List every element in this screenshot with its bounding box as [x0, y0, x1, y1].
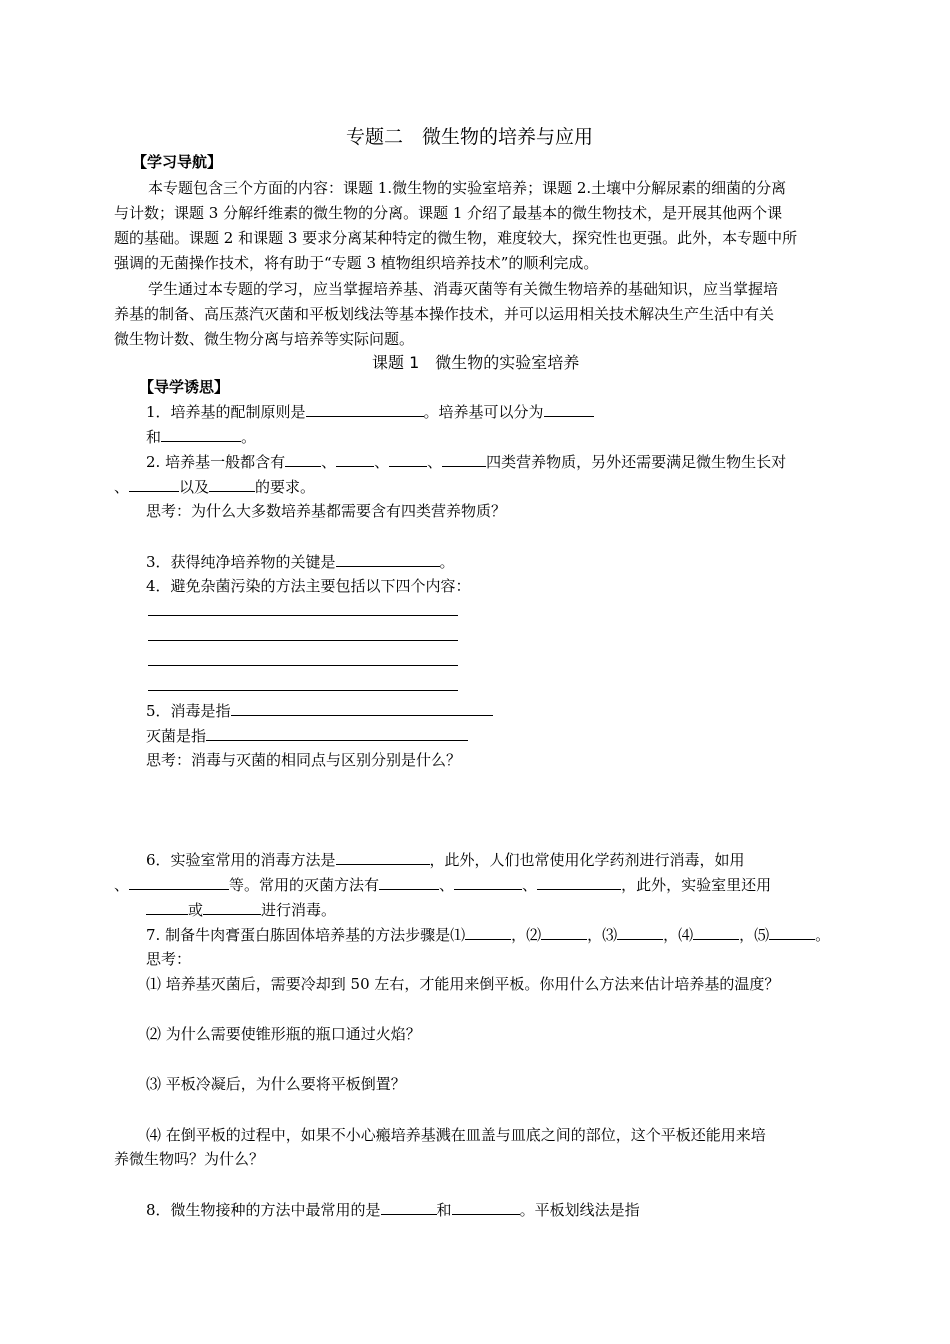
blank[interactable] [161, 426, 241, 442]
intro-p1-line4: 强调的无菌操作技术，将有助于“专题 3 植物组织培养技术”的顺利完成。 [114, 254, 599, 272]
blank[interactable] [231, 700, 493, 716]
guide-heading: 【导学诱思】 [139, 378, 230, 396]
blank[interactable] [389, 451, 427, 467]
blank[interactable] [452, 1199, 520, 1215]
intro-p2-line3: 微生物计数、微生物分离与培养等实际问题。 [114, 330, 415, 348]
think-3: 思考： [146, 950, 192, 968]
blank[interactable] [381, 1199, 437, 1215]
answer-line-4[interactable] [148, 690, 458, 691]
intro-p2-line2: 养基的制备、高压蒸汽灭菌和平板划线法等基本操作技术，并可以运用相关技术解决生产生活中有关 [114, 305, 775, 323]
blank[interactable] [442, 451, 486, 467]
blank[interactable] [209, 476, 255, 492]
blank[interactable] [617, 924, 663, 940]
question-5-cont: 灭菌是指 [146, 725, 468, 746]
blank[interactable] [306, 401, 424, 417]
question-2: 2. 培养基一般都含有 、 、 、 四类营养物质，另外还需要满足微生物生长对 [146, 453, 787, 471]
think-3-item-2: ⑵ 为什么需要使锥形瓶的瓶口通过火焰？ [146, 1025, 421, 1043]
blank[interactable] [203, 899, 261, 915]
blank[interactable] [379, 874, 439, 890]
question-3: 3．获得纯净培养物的关键是 。 [146, 553, 455, 571]
blank[interactable] [129, 874, 229, 890]
answer-line-1[interactable] [148, 615, 458, 616]
question-5: 5．消毒是指 [146, 700, 493, 721]
intro-p1-line1: 本专题包含三个方面的内容：课题 1.微生物的实验室培养；课题 2.土壤中分解尿素的细菌的分离 [148, 179, 787, 197]
think-1: 思考：为什么大多数培养基都需要含有四类营养物质？ [146, 502, 507, 520]
intro-p1-line3: 题的基础。课题 2 和课题 3 要求分离某种特定的微生物，难度较大，探究性也更强。此外，本专题中所 [114, 229, 798, 247]
blank[interactable] [146, 899, 188, 915]
question-4: 4．避免杂菌污染的方法主要包括以下四个内容： [146, 577, 471, 595]
blank[interactable] [693, 924, 739, 940]
question-6-cont: 、 等。常用的灭菌方法有 、 、 ，此外，实验室里还用 [114, 876, 772, 894]
question-7: 7. 制备牛肉膏蛋白胨固体培养基的方法步骤是⑴ ，⑵ ，⑶ ，⑷ ，⑸ 。 [146, 926, 831, 944]
question-6-cont2: 或 进行消毒。 [146, 899, 336, 920]
blank[interactable] [206, 725, 468, 741]
question-8: 8．微生物接种的方法中最常用的是 和 。平板划线法是指 [146, 1201, 640, 1219]
blank[interactable] [454, 874, 522, 890]
think-3-item-4-cont: 养微生物吗？为什么？ [114, 1150, 265, 1168]
blank[interactable] [336, 849, 430, 865]
think-2: 思考：消毒与灭菌的相同点与区别分别是什么？ [146, 751, 462, 769]
blank[interactable] [541, 924, 587, 940]
blank[interactable] [285, 451, 321, 467]
question-1-cont: 和 。 [146, 428, 257, 446]
answer-line-2[interactable] [148, 640, 458, 641]
blank[interactable] [465, 924, 511, 940]
lesson-title: 课题 1 微生物的实验室培养 [372, 353, 580, 372]
blank[interactable] [129, 476, 179, 492]
blank[interactable] [336, 451, 374, 467]
intro-p1-line2: 与计数；课题 3 分解纤维素的微生物的分离。课题 1 介绍了最基本的微生物技术，是开展其他两个课 [114, 204, 783, 222]
think-3-item-1: ⑴ 培养基灭菌后，需要冷却到 50 左右，才能用来倒平板。你用什么方法来估计培养基的温度？ [146, 975, 780, 993]
think-3-item-3: ⑶ 平板冷凝后，为什么要将平板倒置？ [146, 1075, 406, 1093]
study-guide-heading: 【学习导航】 [132, 153, 223, 171]
blank[interactable] [544, 401, 594, 417]
intro-p2-line1: 学生通过本专题的学习，应当掌握培养基、消毒灭菌等有关微生物培养的基础知识，应当掌握培 [148, 280, 779, 298]
blank[interactable] [336, 551, 440, 567]
blank[interactable] [537, 874, 621, 890]
question-1: 1．培养基的配制原则是 。培养基可以分为 [146, 401, 594, 422]
blank[interactable] [769, 924, 815, 940]
think-3-item-4: ⑷ 在倒平板的过程中，如果不小心瘢培养基溅在皿盖与皿底之间的部位，这个平板还能用来培 [146, 1126, 766, 1144]
question-6: 6．实验室常用的消毒方法是 ，此外，人们也常使用化学药剂进行消毒，如用 [146, 851, 745, 869]
question-2-cont: 、 以及 的要求。 [114, 478, 316, 496]
answer-line-3[interactable] [148, 665, 458, 666]
page-title: 专题二 微生物的培养与应用 [346, 126, 594, 148]
